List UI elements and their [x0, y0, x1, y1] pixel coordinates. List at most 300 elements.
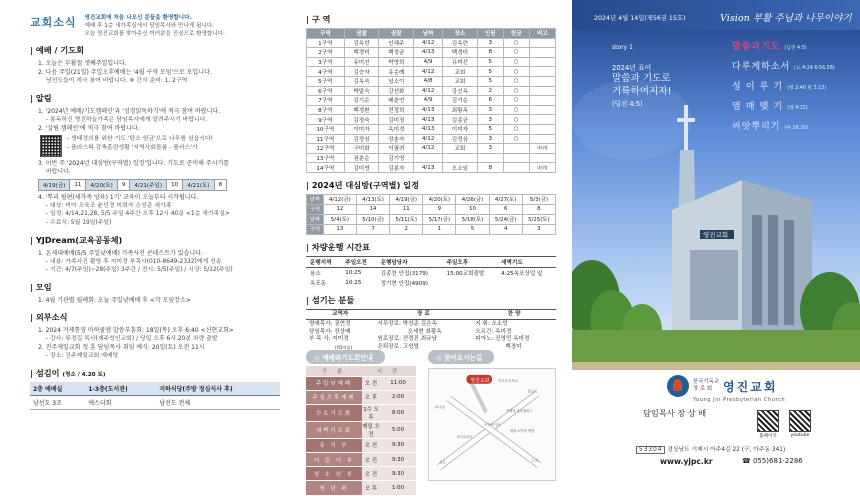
server-line: 백경미	[505, 343, 522, 350]
table-cell: ○	[503, 134, 529, 144]
church-logo	[667, 375, 777, 397]
table-row	[306, 421, 416, 438]
table-row	[306, 320, 556, 352]
table-cell: 4/19(금)	[390, 194, 423, 204]
server-line: 오르간: 옥미경	[475, 328, 512, 335]
table-row	[306, 453, 416, 467]
youtube-qr[interactable]	[786, 410, 814, 438]
table-cell: 청 년 회	[306, 481, 362, 495]
table-cell: 9:30	[380, 438, 416, 452]
directions	[428, 350, 560, 483]
notice-item: 2. '살림 캠페인'에 적극 참여 바랍니다.	[38, 125, 140, 133]
notice-sub: - 대상: 미아 오육조 윤민경 미희자 손성준 세가족	[46, 202, 172, 209]
table-row	[307, 48, 556, 58]
map-label: 아주동	[435, 405, 446, 410]
theme-year: 2024년 표어	[612, 64, 652, 72]
notice-sub: - 장소: 진주제일교회 예배당	[46, 353, 119, 360]
table-cell: 12구역	[307, 144, 345, 154]
notice-item: 1. '2024년 예배/기도캠페인'과 '성경읽독하기'에 적극 참여 바랍니다.	[38, 107, 221, 115]
vision-title: Vision 부활 주님과 나무이야기	[720, 13, 852, 24]
section-title-worship: | 예배 / 기도회	[30, 45, 278, 56]
table-cell: 2	[390, 224, 423, 234]
homepage-qr-icon[interactable]	[757, 410, 779, 432]
table-cell	[443, 278, 498, 288]
story-item-title: 다루게하소서	[732, 62, 791, 72]
table-cell: 7	[356, 224, 389, 234]
theme-line: 말씀과 기도로	[612, 73, 671, 84]
table-cell	[306, 320, 374, 352]
table-cell	[529, 153, 555, 163]
table-cell: 8	[477, 163, 503, 173]
table-cell: 장 로	[374, 309, 472, 319]
section-title-news: | 알림	[30, 93, 278, 104]
denomination	[693, 379, 719, 393]
cleaning-table	[30, 382, 280, 410]
map-label: 옥포	[438, 460, 446, 465]
notice-item: 2. 진주제일교회 청 훈 담임목사 취임 예식: 20일(토) 오전 11시	[38, 344, 205, 352]
table-row	[306, 376, 416, 390]
table-cell: 정기현 안집(4909)	[380, 280, 428, 287]
table-cell: 15:00교회출발	[446, 270, 485, 277]
table-row	[307, 224, 556, 234]
table-cell	[529, 134, 555, 144]
table-cell: 4/21(주일)	[130, 179, 167, 190]
groups-table	[306, 28, 556, 173]
table-row	[307, 38, 556, 48]
intro-line: 오늘 영진교회를 찾아주신 여러분을 진심으로 환영합니다.	[84, 31, 225, 37]
table-cell: 14구역	[307, 163, 345, 173]
notice-item: 1. 2024 거제통영 마하쿨엠 말씀부흥회: 18일(목) 오후 6:40 <신현교회>	[38, 326, 234, 334]
story-list	[732, 38, 835, 138]
table-cell: 에스더회	[85, 395, 156, 409]
website-link[interactable]: www.yjpc.kr	[660, 457, 713, 466]
map-label-church: 영진교회	[470, 377, 490, 384]
table-cell: 4/13(토)	[356, 194, 389, 204]
table-cell: 운행담당자	[377, 256, 443, 267]
table-cell: 백경미	[344, 48, 379, 58]
table-cell: 5:00	[380, 421, 416, 438]
table-cell: 3	[477, 144, 503, 154]
cleaning-subtitle: (청소 / 4.20 토)	[62, 371, 106, 378]
table-cell: 남선도 전체	[156, 395, 280, 409]
table-cell: 3구역	[307, 57, 345, 67]
table-row	[306, 267, 556, 278]
table-row	[307, 86, 556, 96]
table-cell	[503, 144, 529, 154]
table-cell: 4/12	[414, 134, 443, 144]
table-cell: 5/10(금)	[356, 214, 389, 224]
table-cell: 어 린 이 부	[306, 453, 362, 467]
table-cell: 5	[477, 124, 503, 134]
table-cell: 배춘언	[379, 96, 414, 106]
table-header-row	[306, 309, 556, 319]
church-name-en: Young Jin Presbyterian Church	[693, 397, 786, 403]
car-table	[306, 256, 556, 288]
table-cell: 3	[477, 38, 503, 48]
table-cell: 옥미경	[379, 124, 414, 134]
story-item-title: 씨앗뿌리기	[732, 122, 781, 132]
directions-map[interactable]	[428, 368, 556, 481]
table-cell: 1-3층(도서관)	[85, 382, 156, 396]
table-cell: 4/13	[414, 48, 443, 58]
table-row	[307, 76, 556, 86]
table-cell: 11	[70, 179, 86, 190]
table-cell: 4/13	[414, 115, 443, 125]
table-cell	[503, 153, 529, 163]
tables-column	[296, 0, 568, 493]
table-cell	[529, 96, 555, 106]
notice-item: 4. '뿌리 될편(세가족 양육) 1기' 교육이 오늘부터 시작됩니다.	[38, 193, 199, 201]
server-line: 은퇴장로: 고성렬	[377, 343, 419, 350]
table-cell: 4구역	[307, 67, 345, 77]
section-title-meeting: | 모임	[30, 282, 278, 293]
table-cell: 10	[456, 204, 489, 214]
table-cell: 주일오후예배	[306, 390, 362, 404]
table-row	[307, 124, 556, 134]
table-cell: ○	[503, 76, 529, 86]
table-row	[307, 105, 556, 115]
table-cell: 4/12	[414, 38, 443, 48]
server-line: 피아노: 진영민 옥미경	[475, 336, 530, 343]
table-cell: 9:30	[380, 453, 416, 467]
intro-line: 예배 후 1층 새가족실에서 담임목사와 만나게 됩니다.	[84, 23, 214, 29]
story-item-title: 열 매 맺 기	[732, 102, 784, 112]
table-cell: 유순례	[379, 67, 414, 77]
table-cell: 4/12	[414, 67, 443, 77]
worship-table	[306, 366, 416, 496]
youtube-qr-icon[interactable]	[789, 410, 811, 432]
table-cell: 2	[477, 86, 503, 96]
table-cell: 유미선	[344, 57, 379, 67]
notice-sub: - 수료식: 5월 19일(주일)	[46, 219, 112, 226]
table-cell: 날짜	[414, 29, 443, 39]
notice-item: 1. 4월 기관별 월례회: 오늘 주일낮예배 후 <각 모임장소>	[38, 296, 191, 304]
table-cell: 9:30	[380, 467, 416, 481]
table-cell: 4/13	[414, 124, 443, 134]
table-row	[307, 153, 556, 163]
table-cell: 구역	[307, 224, 324, 234]
table-cell: 강선화	[379, 86, 414, 96]
table-cell: 날짜	[307, 214, 324, 224]
news-column	[0, 0, 290, 481]
notice-sub: - 기간: 4/7(주일)~28(주일) 3주간 / 전시: 5/5(주일) / 시상: 5/12(주일)	[46, 267, 233, 274]
story-item	[732, 118, 835, 138]
table-cell: 4:25옥포상업 앞	[501, 270, 543, 277]
table-cell: 주일낮예배	[306, 376, 362, 390]
table-cell: 박영희	[379, 57, 414, 67]
table-cell: ○	[503, 38, 529, 48]
cleaning-title: 섬김이	[35, 367, 60, 378]
theme-ref: (딤전 4:5)	[612, 100, 643, 108]
table-cell: 4/26(금)	[456, 194, 489, 204]
table-cell: 구역	[307, 204, 324, 214]
table-cell: 강신옥	[443, 86, 478, 96]
table-cell: 백경미	[443, 48, 478, 58]
table-cell: ○	[503, 67, 529, 77]
table-cell: 구역	[307, 29, 345, 39]
story-item-ref: (요 4:24 6:56,58)	[794, 66, 835, 71]
table-row	[307, 134, 556, 144]
table-cell: 8구역	[307, 105, 345, 115]
intro-block	[30, 14, 278, 38]
table-cell: 4/19(금)	[39, 179, 70, 190]
table-cell: 12	[323, 204, 356, 214]
year-theme	[612, 62, 671, 108]
qr-row	[30, 135, 278, 157]
table-cell: 1수 오후	[362, 404, 380, 421]
table-cell: 새벽기도	[497, 256, 556, 267]
table-cell: 5구역	[307, 76, 345, 86]
table-cell: 4/27(토)	[489, 194, 522, 204]
story-item	[732, 98, 835, 118]
section-title-yjdream: | YJDream(교육공동체)	[30, 235, 278, 246]
table-cell: ○	[503, 124, 529, 134]
table-header-row	[307, 29, 556, 39]
directions-title-text: 찾아오시는길	[444, 354, 483, 362]
table-cell: 시 간	[362, 366, 416, 376]
table-cell: ○	[503, 96, 529, 106]
table-cell: 주일오후	[443, 256, 498, 267]
table-cell: 김정숙	[344, 115, 379, 125]
map-label: 거제대 옥포캠퍼스	[505, 409, 533, 414]
story-item	[732, 58, 835, 78]
table-cell: 6구역	[307, 86, 345, 96]
table-cell: 김옥련	[344, 38, 379, 48]
table-cell: 오 전	[362, 453, 380, 467]
table-cell	[477, 153, 503, 163]
table-row	[306, 278, 556, 288]
table-cell: 인해주	[379, 38, 414, 48]
table-cell	[497, 278, 556, 288]
table-cell: 11	[390, 204, 423, 214]
table-cell: 찬 양	[472, 309, 556, 319]
table-cell: 8	[522, 204, 555, 214]
table-cell: 대심방	[529, 144, 555, 154]
worship-schedule	[306, 350, 424, 496]
table-cell: 10:25	[345, 269, 362, 276]
table-cell: 임소이	[379, 76, 414, 86]
server-line: 시무장로: 박성준 김은옥	[377, 321, 437, 328]
table-cell: 김미정	[379, 115, 414, 125]
table-cell: 4/20(토)	[86, 179, 117, 190]
section-title-car: | 차량운행 시간표	[306, 242, 564, 253]
story-item	[732, 78, 835, 98]
table-cell: 백정균	[379, 48, 414, 58]
table-cell: 11:00	[380, 376, 416, 390]
table-row	[39, 179, 227, 190]
table-row	[307, 67, 556, 77]
table-cell: 권춘순	[344, 153, 379, 163]
table-cell: 김정심	[344, 134, 379, 144]
church-sign-text: 영진교회	[703, 231, 729, 239]
homepage-qr[interactable]	[754, 410, 782, 439]
story-item-title: 성 이 루 기	[732, 82, 784, 92]
table-header-row	[306, 366, 416, 376]
table-cell: 주일오전	[341, 256, 376, 267]
table-cell: 3	[522, 224, 555, 234]
table-cell: 6	[489, 204, 522, 214]
church-address	[636, 444, 785, 453]
worship-title-text: 예배와기도회안내	[322, 354, 374, 362]
table-header-row	[30, 382, 280, 396]
table-cell: 9	[423, 204, 456, 214]
table-cell: 8	[477, 48, 503, 58]
table-cell: 8:00	[380, 404, 416, 421]
table-cell: 교회	[443, 67, 478, 77]
table-cell	[443, 153, 478, 163]
qr-lines	[67, 135, 213, 157]
table-cell: 매일 오전	[362, 421, 380, 438]
table-row	[306, 404, 416, 421]
notice-item: 3. 이번 주 '2024년 대심방(구역별) 일정'입니다. 기도로 준비해 주시기를	[38, 160, 230, 168]
table-cell: 5/4(토)	[323, 214, 356, 224]
table-cell: 4/8	[414, 76, 443, 86]
table-cell: 11구역	[307, 134, 345, 144]
table-cell: 4/9	[414, 57, 443, 67]
table-row	[307, 115, 556, 125]
section-title-groups: | 구 역	[306, 14, 564, 25]
visit-mini-table	[38, 179, 227, 191]
story-item-title: 말씀과기도	[732, 42, 781, 52]
table-row	[30, 395, 280, 409]
notice-sub: - 플라스틱 감축훈련생활 '지역사회돌봄 - 플러스'가	[67, 144, 198, 151]
table-row	[306, 467, 416, 481]
table-cell	[503, 163, 529, 173]
server-line: 오세현 최황옥	[407, 328, 442, 335]
table-cell: 지하식당(주방 정심식사 후)	[156, 382, 280, 396]
server-line: (YD이음)	[335, 344, 353, 350]
table-cell: 4/20(토)	[423, 194, 456, 204]
server-line: 담임목사: 장상배	[309, 328, 351, 335]
directions-title: ◎ 찾아오시는길	[428, 350, 494, 364]
table-cell	[529, 124, 555, 134]
table-cell: 구미화	[344, 144, 379, 154]
table-header-row	[306, 256, 556, 267]
table-cell: 오 후	[362, 481, 380, 495]
table-cell: 5	[477, 67, 503, 77]
table-cell: 8	[214, 179, 227, 190]
table-cell: 9구역	[307, 115, 345, 125]
table-cell: 5	[456, 224, 489, 234]
table-cell: 헌금	[503, 29, 529, 39]
table-cell: 김종찬 안집(3179)	[380, 270, 428, 277]
table-cell: 옥포동	[310, 280, 327, 287]
section-title-servers: | 섬기는 분들	[306, 295, 564, 306]
table-cell: 김기영	[379, 153, 414, 163]
table-cell: 4/9	[414, 96, 443, 106]
table-cell: 교회	[443, 144, 478, 154]
table-cell: 장소	[443, 29, 478, 39]
table-cell: 2층 예배실	[30, 382, 85, 396]
story-item-ref: (마 28:20)	[784, 126, 809, 131]
table-cell: 5/11(토)	[390, 214, 423, 224]
table-cell: 오 전	[362, 467, 380, 481]
intro-line: 영진교회에 처음 나오신 분들을 환영합니다.	[84, 15, 192, 21]
table-row	[307, 144, 556, 154]
table-cell: 김승자	[344, 67, 379, 77]
table-cell: 3	[477, 105, 503, 115]
table-cell: 4/12	[414, 86, 443, 96]
table-cell: 교회	[443, 76, 478, 86]
table-row	[307, 194, 556, 204]
section-title-cleaning	[30, 368, 278, 379]
table-cell: 2구역	[307, 48, 345, 58]
notice-sub: 남선도들이 적극 참여 바랍니다. ※ 간식 준비: 1, 2구역	[46, 78, 188, 84]
table-cell: 5/25(토)	[522, 214, 555, 224]
table-row	[307, 163, 556, 173]
table-cell: 7구역	[307, 96, 345, 106]
table-cell: 권찰	[344, 29, 379, 39]
table-row	[306, 481, 416, 495]
table-cell	[529, 86, 555, 96]
table-cell: 김봉자	[379, 163, 414, 173]
table-cell	[374, 320, 472, 352]
notice-sub: - 생태정의를 위한 기도 '탄소 헌금'으로 나무를 심읍시다!	[67, 136, 214, 143]
qr-code-icon[interactable]	[40, 135, 62, 157]
table-cell: 새벽기도회	[306, 421, 362, 438]
table-cell: 3	[477, 115, 503, 125]
table-row	[307, 204, 556, 214]
table-row	[307, 214, 556, 224]
server-line: 원로장로: 전경진 최규남	[377, 336, 437, 343]
table-row	[307, 96, 556, 106]
notice-sub: - 통독하신 영진하늘가족은 담임목사에게 알려주시기 바랍니다.	[46, 116, 208, 123]
cover-column	[572, 0, 860, 481]
intro-text	[85, 14, 225, 38]
table-cell: ○	[503, 57, 529, 67]
server-line: 부 목 사: 지미정	[309, 336, 349, 343]
table-cell: 5	[477, 76, 503, 86]
table-cell: 14	[356, 204, 389, 214]
table-row	[306, 438, 416, 452]
server-line: 지 휘: 오소망	[475, 321, 508, 328]
map-label: 아주사거리	[484, 422, 501, 427]
server-line: 명예목사: 권현정	[309, 321, 351, 328]
table-cell: ○	[503, 86, 529, 96]
worship-schedule-title: ◎ 예배와기도회안내	[306, 350, 385, 364]
table-cell: 5/24(금)	[489, 214, 522, 224]
church-phone: ☎ 055)681-2286	[742, 457, 803, 465]
section-title-outside: | 외부소식	[30, 312, 278, 323]
homepage-qr-label: 홈페이지	[759, 434, 777, 439]
table-cell: 3	[477, 134, 503, 144]
table-cell: 용소	[310, 270, 321, 277]
map-label: 고현	[531, 458, 539, 463]
notice-sub: 바랍니다.	[46, 169, 71, 176]
table-cell	[529, 48, 555, 58]
table-cell: 오 전	[362, 376, 380, 390]
table-cell: 1:00	[380, 481, 416, 495]
postcode: 53304	[636, 446, 665, 454]
table-cell: 수요기도회	[306, 404, 362, 421]
table-cell	[529, 76, 555, 86]
map-label: 애림 소망원 방면	[509, 428, 535, 433]
notice-sub: - 일정: 4/14,21,28, 5/5 주일 4주간 오후 12시 40분 <1층 새가족실>	[46, 211, 230, 218]
notice-item: 2. 다음 주일(21일) 주일오후예배는 '4월 구역 모임'으로 모입니다.	[38, 69, 212, 76]
section-title-visit: | 2024년 대심방(구역별) 일정	[306, 180, 564, 191]
table-cell: 이필려	[379, 144, 414, 154]
senior-pastor: 담임목사 장 상 배	[643, 408, 707, 418]
denomination-line: 한국기독교	[693, 379, 720, 385]
story-item	[732, 38, 835, 58]
table-cell: 전정희	[379, 105, 414, 115]
table-cell: 1	[423, 224, 456, 234]
table-cell: 김종균	[443, 115, 478, 125]
table-cell: 대심방	[529, 163, 555, 173]
table-cell: 교역자	[306, 309, 374, 319]
notice-sub: - 내용: 가족사진 촬영 후 지미정 부목사(010-8649-2332)에게 전송	[46, 258, 222, 265]
table-cell: 1구역	[307, 38, 345, 48]
